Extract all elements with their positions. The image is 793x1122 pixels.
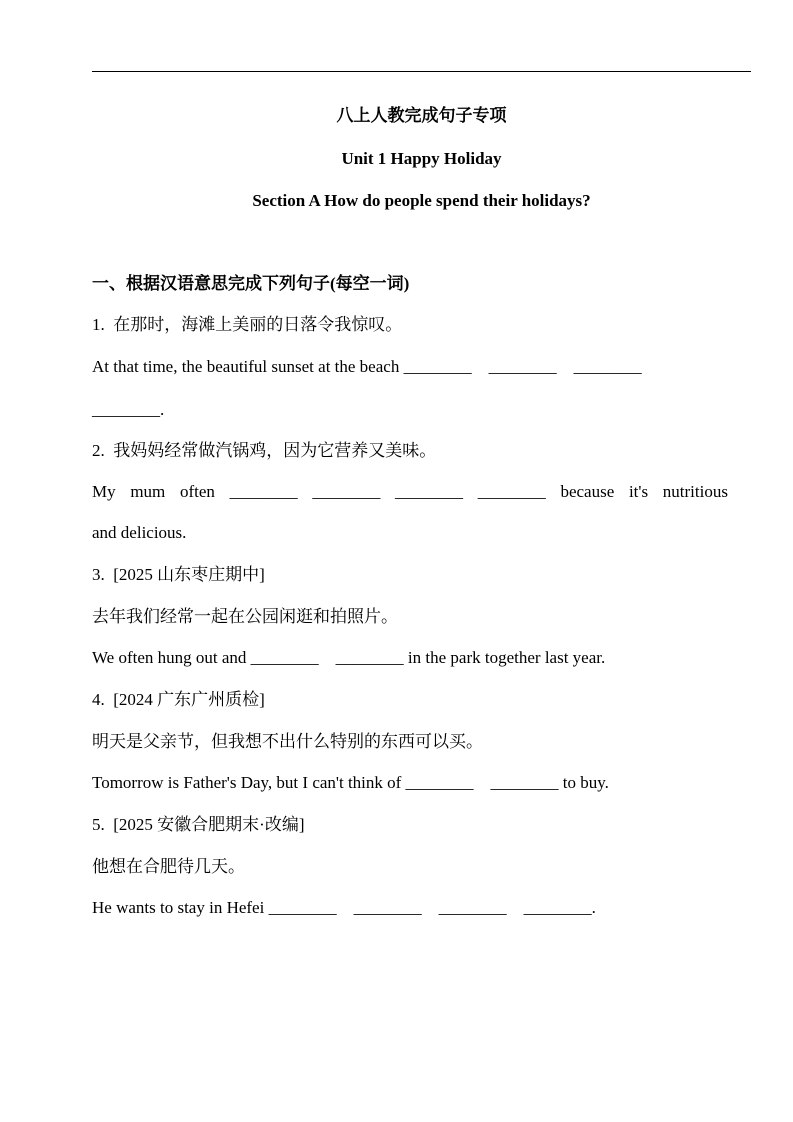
question-1-english-continued: ________. xyxy=(92,400,165,419)
question-source: [2025 山东枣庄期中] xyxy=(113,565,265,584)
question-1-english: At that time, the beautiful sunset at the beach ________ ________ ________ xyxy=(92,357,642,376)
question-2-english xyxy=(92,481,728,503)
question-number: 4. xyxy=(92,690,105,709)
word: mum xyxy=(130,482,166,501)
question-3-english: We often hung out and ________ ________ in the park together last year. xyxy=(92,648,606,667)
question-chinese: 我妈妈经常做汽锅鸡，因为它营养又美味。 xyxy=(113,441,437,460)
unit-title: Unit 1 Happy Holiday xyxy=(341,149,502,168)
question-2-english-continued: and delicious. xyxy=(92,523,187,542)
word: it's xyxy=(628,482,649,501)
answer-blank: ________ xyxy=(312,482,381,501)
answer-blank: ________ xyxy=(477,482,546,501)
question-4-source xyxy=(92,689,265,711)
word: because xyxy=(560,482,615,501)
section-title: Section A How do people spend their holidays? xyxy=(252,191,591,210)
answer-blank: ________ xyxy=(395,482,464,501)
question-number: 2. xyxy=(92,441,105,460)
question-source: [2024 广东广州质检] xyxy=(113,690,265,709)
word: nutritious xyxy=(662,482,728,501)
question-chinese: 在那时，海滩上美丽的日落令我惊叹。 xyxy=(113,315,403,334)
worksheet-title: 八上人教完成句子专项 xyxy=(336,106,507,125)
question-5-chinese: 他想在合肥待几天。 xyxy=(92,857,245,876)
question-2-prompt xyxy=(92,440,436,462)
question-source: [2025 安徽合肥期末·改编] xyxy=(113,815,305,834)
question-5-english: He wants to stay in Hefei ________ ________ ________ ________. xyxy=(92,898,596,917)
question-number: 1. xyxy=(92,315,105,334)
header-rule xyxy=(92,71,751,72)
question-4-english: Tomorrow is Father's Day, but I can't think of ________ ________ to buy. xyxy=(92,773,609,792)
question-number: 3. xyxy=(92,565,105,584)
question-3-chinese: 去年我们经常一起在公园闲逛和拍照片。 xyxy=(92,607,398,626)
word: My xyxy=(92,482,116,501)
question-5-source xyxy=(92,814,304,836)
word: often xyxy=(179,482,215,501)
question-number: 5. xyxy=(92,815,105,834)
question-4-chinese: 明天是父亲节，但我想不出什么特别的东西可以买。 xyxy=(92,732,483,751)
part-heading: 一、根据汉语意思完成下列句子(每空一词) xyxy=(92,274,410,293)
question-1-prompt xyxy=(92,314,402,336)
answer-blank: ________ xyxy=(229,482,298,501)
question-3-source xyxy=(92,564,265,586)
